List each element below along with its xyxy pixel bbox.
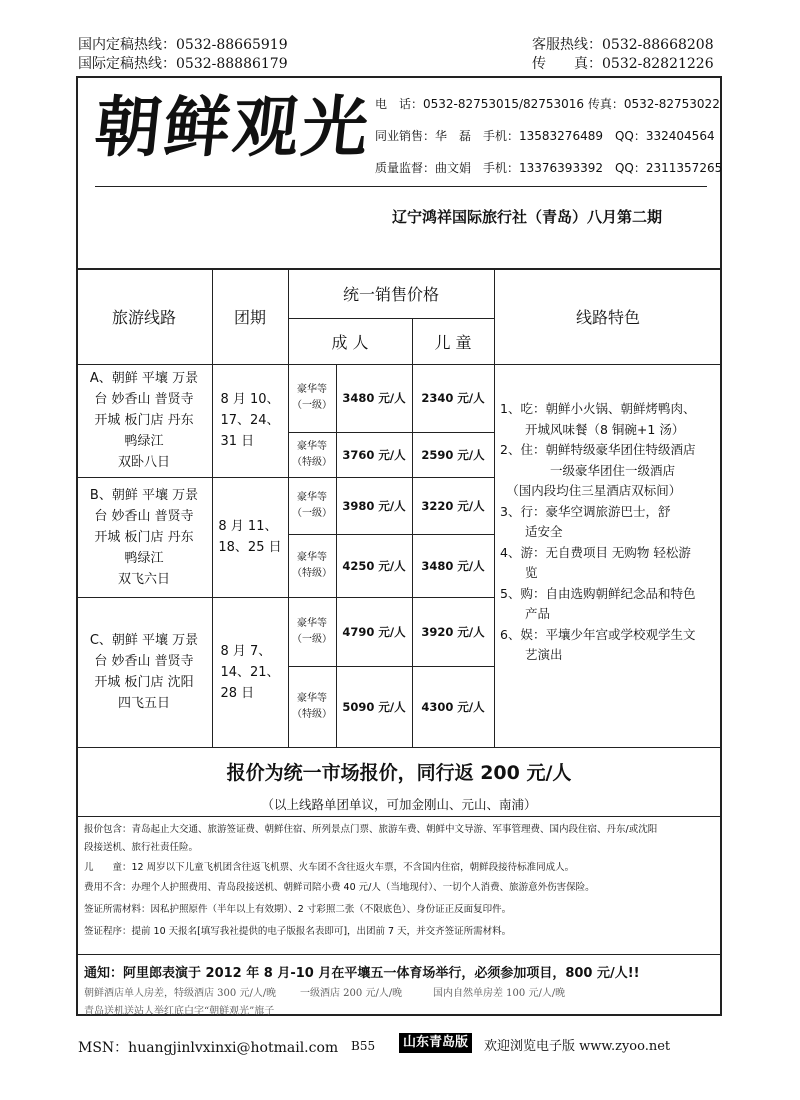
route-c-tier-1-label <box>288 597 336 666</box>
route-c-line-1: C、朝鲜 平壤 万景 <box>89 633 199 648</box>
tier-label-line: 豪华等 <box>297 692 327 704</box>
route-b-line-1: B、朝鲜 平壤 万景 <box>89 487 199 503</box>
tier-label-line: 豪华等 <box>297 551 327 563</box>
route-b-tier-1-adult: 3980 元/人 <box>342 498 406 513</box>
fax-phone: 0532-82821226 <box>602 56 714 72</box>
tier-label-line: （一级） <box>292 400 332 411</box>
route-a-line-3: 开城 板门店 丹东 <box>94 413 194 428</box>
feature-line: 5、购：自由选购朝鲜纪念品和特色 <box>500 585 696 601</box>
feature-line: 适安全 <box>500 524 563 539</box>
route-b-tier-1-label <box>288 477 336 534</box>
agency-line: 辽宁鸿祥国际旅行社（青岛）八月第二期 <box>392 208 663 226</box>
route-b-tier-2-label <box>288 534 336 597</box>
table-bottom-line <box>76 747 722 748</box>
notice-room-2: 一级酒店 200 元/人/晚 <box>300 988 403 999</box>
tier-label-line: （特级） <box>292 567 332 579</box>
feature-line: 1、吃：朝鲜小火锅、朝鲜烤鸭肉、 <box>500 401 696 416</box>
contact-block <box>375 88 722 184</box>
tier-label-line: 豪华等 <box>297 617 327 629</box>
info-block <box>84 822 657 944</box>
route-b-tier-1-child: 3220 元/人 <box>421 498 485 513</box>
feature-line: （国内段均住三星酒店双标间） <box>500 483 682 498</box>
tier-label-line: 豪华等 <box>297 491 327 503</box>
notice-main: 通知：阿里郎表演于 2012 年 8 月-10 月在平壤五一体育场举行，必须参加项目，800 元/人!! <box>84 966 640 981</box>
route-c-dates-2: 14、21、 <box>220 664 280 680</box>
route-a-tier-2-child: 2590 元/人 <box>421 447 485 462</box>
route-c-name <box>76 597 212 747</box>
header-adult: 成 人 <box>331 332 369 352</box>
header-group: 团期 <box>233 307 266 327</box>
route-b-line-4: 鸭绿江 <box>124 550 164 566</box>
header-price: 统一销售价格 <box>342 284 439 304</box>
route-a-name <box>76 364 212 477</box>
footer-msn: MSN：huangjinlvxinxi@hotmail.com <box>78 1040 339 1056</box>
fax-line <box>532 53 714 73</box>
contact-line-phone: 电 话：0532-82753015/82753016 传真：0532-82753022 <box>375 97 720 111</box>
route-a-tier-2-label <box>288 432 336 477</box>
route-a-line-2: 台 妙香山 普贤寺 <box>94 392 194 407</box>
route-a-line-5: 双卧八日 <box>117 455 170 470</box>
route-a-line-1: A、朝鲜 平壤 万景 <box>89 371 199 386</box>
route-c-tier-1-child: 3920 元/人 <box>421 624 485 639</box>
feature-line: 艺演出 <box>500 647 563 662</box>
feature-line: 6、娱：平壤少年宫或学校观学生文 <box>500 626 696 642</box>
service-hotline-label: 客服热线： <box>532 37 602 53</box>
tier-label-line: 豪华等 <box>297 440 327 452</box>
route-a-tier-1-label <box>288 364 336 432</box>
feature-line: 3、行：豪华空调旅游巴士，舒 <box>500 503 671 519</box>
route-b-name <box>76 477 212 597</box>
contact-line-sales: 同业销售：华 磊 手机：13583276489 QQ：332404564 <box>375 129 715 143</box>
service-hotline-phone: 0532-88668208 <box>602 37 714 53</box>
route-c-dates <box>212 597 288 747</box>
feature-line: 4、游：无自费项目 无购物 轻松游 <box>500 544 691 560</box>
route-a-line-4: 鸭绿江 <box>124 434 164 449</box>
info-visa-materials: 签证所需材料：因私护照原件（半年以上有效期）、2 寸彩照二张（不限底色）、身份证正反面复印件。 <box>84 904 512 915</box>
intl-hotline-phone: 0532-88886179 <box>176 56 288 72</box>
info-children: 儿 童：12 周岁以下儿童飞机团含往返飞机票、火车团不含往返火车票，不含国内住宿，朝鲜段接待标准同成人。 <box>84 862 575 873</box>
route-a-dates <box>212 364 288 477</box>
tier-label-line: （特级） <box>292 708 332 720</box>
info-visa-procedure: 签证程序：提前 10 天报名[填写我社提供的电子版报名表即可]，出团前 7 天，并交齐签证所需材料。 <box>84 926 512 937</box>
route-c-dates-3: 28 日 <box>220 685 255 701</box>
route-b-tier-2-adult: 4250 元/人 <box>342 558 406 573</box>
route-c-dates-1: 8 月 7、 <box>220 643 272 659</box>
footer-edition-badge: 山东青岛版 <box>399 1033 472 1053</box>
fax-label: 传 真： <box>532 56 602 72</box>
header-features: 线路特色 <box>575 307 640 327</box>
route-c-line-2: 台 妙香山 普贤寺 <box>94 654 194 669</box>
domestic-hotline-phone: 0532-88665919 <box>176 37 288 53</box>
route-a-tier-2-adult: 3760 元/人 <box>342 447 406 462</box>
service-hotline <box>532 34 714 54</box>
contact-line-quality: 质量监督：曲文娟 手机：13376393392 QQ：2311357265 <box>375 161 723 175</box>
domestic-hotline <box>78 34 288 54</box>
tier-label-line: 豪华等 <box>297 384 327 395</box>
notice-flag: 青岛送机送站人举红底白字“朝鲜观光”旗子 <box>84 1006 275 1017</box>
route-a-tier-1-child: 2340 元/人 <box>421 391 485 405</box>
intl-hotline-label: 国际定稿热线： <box>78 56 176 72</box>
route-c-tier-2-adult: 5090 元/人 <box>342 699 406 714</box>
route-c-line-4: 四飞五日 <box>117 696 170 711</box>
info-included: 报价包含：青岛起止大交通、旅游签证费、朝鲜住宿、所列景点门票、旅游车费、朝鲜中文导游、军事管理费、国内段住宿、丹东/或沈阳 <box>84 824 658 835</box>
route-c-tier-2-child: 4300 元/人 <box>421 699 485 714</box>
header-route: 旅游线路 <box>111 307 176 327</box>
route-b-line-2: 台 妙香山 普贤寺 <box>94 508 194 524</box>
page-title: 朝鲜观光 <box>90 88 376 166</box>
features-list <box>500 399 720 666</box>
route-b-tier-2-child: 3480 元/人 <box>421 558 485 573</box>
quote-sub: （以上线路单团单议，可加金刚山、元山、南浦） <box>261 797 537 812</box>
info-included-cont: 段接送机、旅行社责任险。 <box>84 842 199 853</box>
route-a-dates-3: 31 日 <box>220 434 255 449</box>
footer-page-number: B55 <box>351 1039 376 1053</box>
info-excluded: 费用不含：办理个人护照费用、青岛段接送机、朝鲜司陪小费 40 元/人（当地现付）、一切个人消费、旅游意外伤害保险。 <box>84 882 595 893</box>
tier-label-line: （一级） <box>292 633 332 645</box>
feature-line: 一级豪华团住一级酒店 <box>500 462 676 478</box>
tier-label-line: （一级） <box>292 507 332 519</box>
feature-line: 览 <box>500 565 538 580</box>
feature-line: 2、住：朝鲜特级豪华团住特级酒店 <box>500 442 696 457</box>
route-b-dates-1: 8 月 11、 <box>218 519 278 534</box>
route-c-tier-1-adult: 4790 元/人 <box>342 624 406 639</box>
intl-hotline <box>78 53 288 73</box>
tier-label-line: （特级） <box>292 456 332 468</box>
feature-line: 开城风味餐（8 铜碗+1 汤） <box>500 421 685 437</box>
route-c-line-3: 开城 板门店 沈阳 <box>94 675 194 690</box>
header-divider <box>95 186 707 187</box>
quote-divider <box>76 816 722 817</box>
route-a-tier-1-adult: 3480 元/人 <box>342 391 406 405</box>
notice-divider <box>76 954 722 955</box>
header-child: 儿 童 <box>434 332 472 352</box>
domestic-hotline-label: 国内定稿热线： <box>78 37 176 53</box>
notice-room-1: 朝鲜酒店单人房差，特级酒店 300 元/人/晚 <box>84 988 277 999</box>
route-b-line-3: 开城 板门店 丹东 <box>94 529 194 545</box>
route-b-line-5: 双飞六日 <box>117 571 170 587</box>
route-b-dates <box>212 477 288 597</box>
footer-welcome: 欢迎浏览电子版 www.zyoo.net <box>484 1039 671 1054</box>
quote-main: 报价为统一市场报价，同行返 200 元/人 <box>226 762 572 784</box>
route-a-dates-2: 17、24、 <box>220 413 280 428</box>
route-a-dates-1: 8 月 10、 <box>220 392 280 407</box>
feature-line: 产品 <box>500 606 551 621</box>
route-b-dates-2: 18、25 日 <box>218 540 282 555</box>
route-c-tier-2-label <box>288 666 336 747</box>
notice-room-3: 国内自然单房差 100 元/人/晚 <box>433 988 566 999</box>
